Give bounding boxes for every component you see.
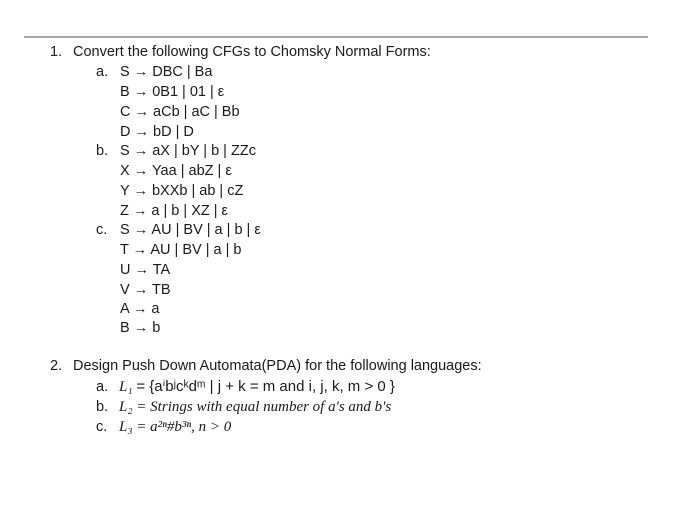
grammar-rule: S → AU | BV | a | b | ε bbox=[120, 222, 261, 238]
question-2-number: 2. bbox=[50, 358, 63, 374]
language-expression: = Strings with equal number of a's and b's bbox=[136, 399, 392, 415]
grammar-rule: V → TB bbox=[120, 282, 171, 298]
language-name: L₁ bbox=[119, 379, 133, 395]
part-2b-label: b. bbox=[96, 399, 109, 415]
grammar-rule: Z → a | b | XZ | ε bbox=[120, 203, 229, 219]
language-expression: = {aⁱbʲcᵏdᵐ | j + k = m and i, j, k, m > 0 } bbox=[136, 378, 395, 395]
part-1c-label: c. bbox=[96, 222, 108, 238]
grammar-rule: Y → bXXb | ab | cZ bbox=[120, 183, 244, 199]
grammar-rule: D → bD | D bbox=[120, 124, 194, 140]
grammar-rule: B → 0B1 | 01 | ε bbox=[120, 84, 225, 100]
question-1-number: 1. bbox=[50, 44, 63, 60]
part-2a-label: a. bbox=[96, 379, 109, 395]
grammar-rule: X → Yaa | abZ | ε bbox=[120, 163, 232, 179]
grammar-rule: S → DBC | Ba bbox=[120, 64, 213, 80]
part-1b-label: b. bbox=[96, 143, 109, 159]
language-definition bbox=[119, 378, 395, 396]
language-definition bbox=[119, 418, 231, 436]
language-definition bbox=[119, 398, 391, 416]
grammar-rule: B → b bbox=[120, 320, 161, 336]
language-name: L₃ bbox=[119, 419, 133, 435]
grammar-rule: U → TA bbox=[120, 262, 171, 278]
grammar-rule: S → aX | bY | b | ZZc bbox=[120, 143, 256, 159]
language-expression: = a²ⁿ#b³ⁿ, n > 0 bbox=[136, 419, 232, 435]
grammar-rule: T → AU | BV | a | b bbox=[120, 242, 242, 258]
language-name: L₂ bbox=[119, 399, 133, 415]
top-divider bbox=[24, 36, 648, 38]
grammar-rule: A → a bbox=[120, 301, 160, 317]
part-1a-label: a. bbox=[96, 64, 109, 80]
part-2c-label: c. bbox=[96, 419, 108, 435]
question-2-title: Design Push Down Automata(PDA) for the following languages: bbox=[73, 358, 482, 374]
grammar-rule: C → aCb | aC | Bb bbox=[120, 104, 240, 120]
question-1-title: Convert the following CFGs to Chomsky Normal Forms: bbox=[73, 44, 431, 60]
